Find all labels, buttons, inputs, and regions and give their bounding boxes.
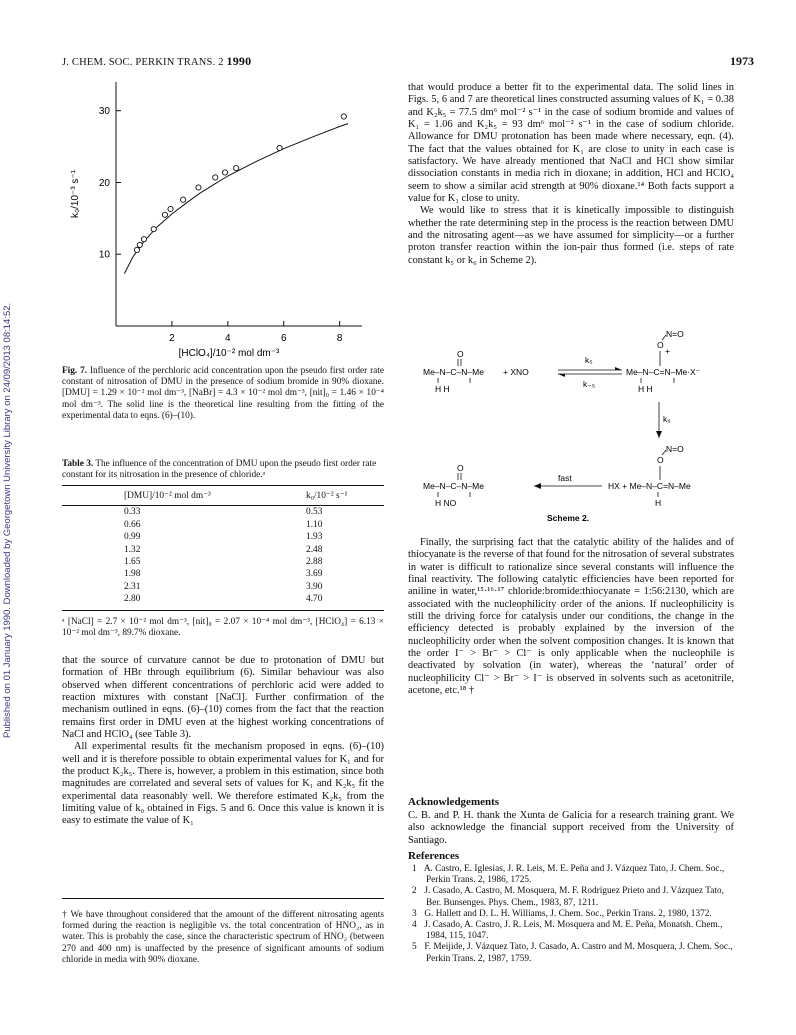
cell-k0: 3.69: [306, 569, 323, 580]
table-header-row: [62, 486, 384, 506]
positive-charge: +: [665, 346, 670, 356]
reference-number: 4: [412, 920, 417, 931]
cell-dmu: 0.66: [124, 519, 141, 530]
ion-pair-formula: Me–N–C=N–Me·X⁻: [626, 367, 701, 377]
carbonyl-oxygen: O: [457, 349, 464, 359]
data-point: [162, 212, 167, 217]
page-number: 1973: [730, 54, 754, 68]
cell-dmu: 2.31: [124, 581, 141, 592]
reference-text: J. Casado, A. Castro, M. Mosquera, M. F. Rodríguez Prieto and J. Vázquez Tato, Ber. Bunsenges. Phys. Chem., 1983, 87, 1211.: [424, 886, 724, 908]
table-3-footnote: ᵃ [NaCl] = 2.7 × 10⁻² mol dm⁻³, [nit]₀ = 2.07 × 10⁻⁴ mol dm⁻³, [HClO₄] = 6.13 × 10⁻² mol dm⁻³, 89.7% dioxane.: [62, 616, 384, 638]
column-header-dmu: [DMU]/10⁻² mol dm⁻³: [62, 486, 274, 506]
paragraph: Finally, the surprising fact that the catalytic ability of the halides and of thiocyanate is the reverse of that found for the nitrosation of several substrates in water is difficult to rationalize since several constants will influence the final reactivity. The following catalytic efficiencies have been reported for aniline in water,¹⁵·¹⁶·¹⁷ chloride:bromide:thiocyanate = 1:56:2130, which are associated with the nucleophilicity order of the anions. If nucleophilicity is still the driving force for catalysis under our conditions, the change in the efficiency detected is probably explained by the inversion of the nucleophilicity order when the solvent composition changes. It is known that the order I⁻ > Br⁻ > Cl⁻ is only applicable when the nucleophile is deactivated by solvation (in water), whereas the ‘natural’ order of nucleophilicity Cl⁻ > Br⁻ > I⁻ is observed in solvents such as acetonitrile, acetone, etc.¹⁸ †: [408, 537, 734, 697]
cell-k0: 3.90: [306, 581, 323, 592]
y-tick-label: 20: [98, 177, 110, 189]
k-minus5-label: k₋₅: [583, 379, 596, 389]
journal-year: 1990: [226, 54, 252, 68]
journal-name: J. CHEM. SOC. PERKIN TRANS. 2: [62, 57, 224, 68]
data-point: [137, 242, 142, 247]
fitted-curve: [124, 124, 348, 274]
table-row: [62, 593, 384, 610]
reference-number: 3: [412, 908, 417, 919]
data-point: [222, 170, 227, 175]
scheme-2: [408, 330, 734, 530]
scheme-2-label: Scheme 2.: [547, 513, 590, 523]
ion-pair-hydrogens: H H: [638, 384, 653, 394]
footnote-divider: [62, 898, 384, 899]
right-column-body-mid: [408, 537, 734, 697]
table-3-label: Table 3.: [62, 459, 94, 469]
y-tick-label: 30: [98, 106, 110, 118]
cell-k0: 1.93: [306, 532, 323, 543]
cell-k0: 2.88: [306, 557, 323, 568]
x-tick-label: 6: [280, 333, 287, 344]
reference-number: 2: [412, 886, 417, 897]
table-row: [62, 531, 384, 543]
y-axis-label: k₀/10⁻³ s⁻¹: [70, 169, 81, 219]
scheme-2-diagram: [408, 330, 734, 530]
download-watermark: Published on 01 January 1990. Downloaded by Georgetown University Library on 24/09/2013 08:14:52.: [2, 302, 13, 738]
k5-label: k₅: [585, 355, 593, 365]
nitrosourea-substituents: H NO: [435, 498, 457, 508]
acknowledgements-text: C. B. and P. H. thank the Xunta de Galicia for a research training grant. We also acknowledge the financial support received from the University of Santiago.: [408, 810, 734, 846]
table-3-grid: [62, 485, 384, 610]
cell-dmu: 1.98: [124, 569, 141, 580]
paragraph: We would like to stress that it is kinetically impossible to distinguish whether the rate determining step in the process is the reaction between DMU and the nitrosating agent—as we have assumed for simplicity—or a further proton transfer reaction within the ion-pair thus formed (i.e. steps of rate constant k₅ or k₆ in Scheme 2).: [408, 205, 734, 266]
reference-item: [408, 864, 734, 886]
cell-k0: 2.48: [306, 544, 323, 555]
protonated-oxygen: O: [657, 340, 664, 350]
dmu-formula: Me–N–C–N–Me: [423, 367, 484, 377]
paragraph: that the source of curvature cannot be due to protonation of DMU but formation of HBr through equilibrium (6). Similar behaviour was also observed when different concentrations of perchloric acid were added to reaction mixtures with constant [NaCl]. Further confirmation of the mechanism outlined in eqns. (6)–(10) comes from the fact that the reaction remains first order in DMU even at the highest working concentrations of NaCl and HClO₄ (see Table 3).: [62, 655, 384, 741]
cell-dmu: 1.65: [124, 557, 141, 568]
references-list: [408, 864, 734, 965]
products-hydrogen: H: [655, 498, 662, 508]
figure-7-caption: [62, 366, 384, 422]
reference-text: F. Meijide, J. Vázquez Tato, J. Casado, A. Castro and M. Mosquera, J. Chem. Soc., Perkin Trans. 2, 1987, 1759.: [424, 942, 733, 964]
xno-reagent: + XNO: [503, 367, 529, 377]
footnote: † We have throughout considered that the amount of the different nitrosating agents formed during the reaction is negligible vs. the total concentration of HNO₂, as in water. This is probably the case, since the characteristic spectrum of HNO₂ (between 270 and 400 nm) is unaffected by the presence of significant amounts of sodium chloride in media with 90% dioxane.: [62, 910, 384, 965]
reference-number: 1: [412, 864, 417, 874]
table-3-title-text: The influence of the concentration of DMU upon the pseudo first order rate constant for its nitrosation in the presence of chloride.ᵃ: [62, 459, 377, 481]
acknowledgements-heading: Acknowledgements: [408, 796, 500, 808]
data-point: [141, 237, 146, 242]
data-point: [277, 145, 282, 150]
x-tick-label: 2: [169, 333, 175, 344]
table-3-title: [62, 459, 384, 481]
data-point: [168, 206, 173, 211]
running-head: [62, 54, 251, 69]
cell-dmu: 0.33: [124, 507, 141, 518]
tautomer-oxygen: O: [657, 455, 664, 465]
figure-7-label: Fig. 7.: [62, 366, 88, 376]
y-tick-label: 10: [98, 249, 110, 261]
cell-k0: 1.10: [306, 519, 323, 530]
table-row: [62, 519, 384, 531]
reference-item: [408, 909, 734, 920]
tautomer-nitroso: N=O: [666, 444, 684, 454]
reference-text: G. Hallett and D. L. H. Williams, J. Chem. Soc., Perkin Trans. 2, 1980, 1372.: [424, 908, 712, 919]
reference-item: [408, 920, 734, 942]
data-point: [196, 185, 201, 190]
x-tick-label: 4: [225, 333, 231, 344]
reference-text: J. Casado, A. Castro, J. R. Leis, M. Mosquera and M. E. Peña, Monatsh. Chem., 1984, 115, 1047.: [424, 920, 723, 942]
k6-label: k₆: [663, 414, 671, 424]
reference-text: A. Castro, E. Iglesias, J. R. Leis, M. E. Peña and J. Vázquez Tato, J. Chem. Soc., Perkin Trans. 2, 1986, 1725.: [423, 864, 725, 886]
table-row: [62, 544, 384, 556]
paragraph: that would produce a better fit to the experimental data. The solid lines in Figs. 5, 6 and 7 are theoretical lines constructed assuming values of K₁ = 0.38 and K₂k₅ = 77.5 dm⁶ mol⁻² s⁻¹ in the case of sodium bromide and values of K₁ = 1.06 and K₂k₅ = 93 dm⁶ mol⁻² s⁻¹ in the case of sodium chloride. Allowance for DMU protonation has been made where necessary, eqn. (4). The fact that the values obtained for K₁ are close to unity in each case is satisfactory. We have already mentioned that NaCl and HCl show similar dissociation constants in media rich in dioxane; in addition, HCl and HClO₄ seem to show a similar acid strength at 90% dioxane.¹⁴ Both facts support a value for K₁ close to unity.: [408, 82, 734, 205]
column-header-k0: k₀/10⁻² s⁻¹: [274, 486, 384, 506]
data-point: [151, 227, 156, 232]
table-row: [62, 568, 384, 580]
x-axis-label: [HClO₄]/10⁻² mol dm⁻³: [178, 348, 280, 359]
reference-item: [408, 942, 734, 964]
table-row: [62, 581, 384, 593]
nitrosated-oxygen: O: [457, 463, 464, 473]
figure-7-chart: [62, 74, 392, 364]
references-heading: References: [408, 850, 460, 862]
right-column-body-top: [408, 82, 734, 267]
cell-k0: 0.53: [306, 507, 323, 518]
table-row: [62, 556, 384, 568]
left-column-body: [62, 655, 384, 828]
reference-item: [408, 886, 734, 908]
x-tick-label: 8: [336, 333, 343, 344]
data-point: [180, 197, 185, 202]
data-point: [234, 166, 239, 171]
cell-dmu: 2.80: [62, 593, 274, 610]
reference-number: 5: [412, 942, 417, 953]
products-formula: HX + Me–N–C=N–Me: [608, 481, 691, 491]
cell-dmu: 0.99: [124, 532, 141, 543]
dmu-hydrogens: H H: [435, 384, 450, 394]
data-point: [134, 247, 139, 252]
fast-label: fast: [558, 473, 572, 483]
nitrosourea-formula: Me–N–C–N–Me: [423, 481, 484, 491]
nitroso-group: N=O: [666, 330, 684, 339]
figure-7: [62, 74, 392, 364]
data-point: [213, 175, 218, 180]
cell-k0: 4.70: [274, 593, 384, 610]
table-3: [62, 459, 384, 639]
figure-7-caption-text: Influence of the perchloric acid concentration upon the pseudo first order rate constant of nitrosation of DMU in the presence of sodium bromide in 90% dioxane. [DMU] = 1.29 × 10⁻² mol dm⁻³, [NaBr] = 4.3 × 10⁻² mol dm⁻³, [nit]₀ = 1.46 × 10⁻⁴ mol dm⁻³. The solid line is the theoretical line resulting from the fitting of the experimental data to eqns. (6)–(10).: [62, 366, 384, 421]
paragraph: All experimental results fit the mechanism proposed in eqns. (6)–(10) well and it is therefore possible to obtain experimental values for K₁ and for the product K₂k₅. There is, however, a problem in this estimation, since both magnitudes are correlated and several sets of values for K₁ and K₂k₅ fit the experimental data reasonably well. We therefore estimated K₂k₅ from the limiting value of k₀ obtained in Figs. 5 and 6. Once this value is known it is easy to estimate the value of K₁: [62, 741, 384, 827]
table-row: [62, 506, 384, 519]
cell-dmu: 1.32: [124, 544, 141, 555]
data-point: [341, 114, 346, 119]
